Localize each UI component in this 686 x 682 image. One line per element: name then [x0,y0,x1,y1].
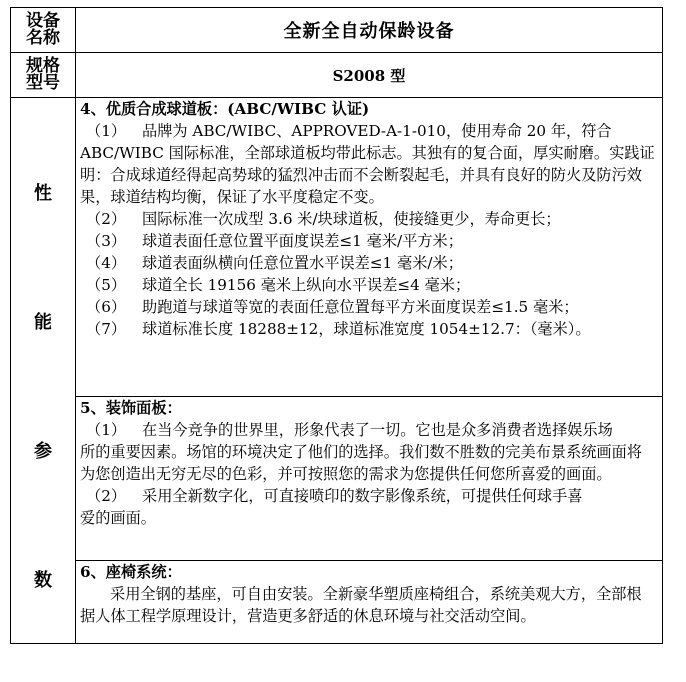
list-item: （5） 球道全长 19156 毫米上纵向水平误差≤4 毫米； [86,276,471,294]
list-item: （2） 采用全新数字化，可直接喷印的数字影像系统，可提供任何球手喜 [86,487,583,506]
side-char-1: 性 [34,183,52,205]
section-4-lane-boards [76,98,663,397]
list-item: （2） 国际标准一次成型 3.6 米/块球道板，使接缝更少，寿命更长； [86,210,561,228]
list-item: （6） 助跑道与球道等宽的表面任意位置每平方米面度误差≤1.5 毫米； [86,298,579,316]
spec-table [10,7,663,644]
list-item: （7） 球道标准长度 18288±12，球道标准宽度 1054±12.7：（毫米）。 [86,320,591,338]
side-char-3: 参 [34,440,52,462]
side-char-2: 能 [34,312,52,334]
section-6-seating [76,561,663,644]
list-item: （4） 球道表面纵横向任意位置水平误差≤1 毫米/米； [86,254,463,272]
paragraph: 爱的画面。 [80,509,156,528]
device-name-value: 全新全自动保龄设备 [76,8,663,53]
side-char-4: 数 [34,569,52,591]
section-5-decor-panels [76,397,663,561]
list-item: （3） 球道表面任意位置平面度误差≤1 毫米/平方米； [86,232,463,250]
paragraph: 所的重要因素。场馆的环境决定了他们的选择。我们数不胜数的完美布景系统画面将为您创造出无穷无尽的色彩，并可按照您的需求为您提供任何您所喜爱的画面。 [80,443,642,484]
section-5-heading: 5、装饰面板： [80,399,182,418]
device-name-label: 设备 名称 [11,8,76,53]
section-4-heading: 4、优质合成球道板：(ABC/WIBC 认证) [80,100,370,118]
performance-params-label [11,98,76,644]
model-value: S2008 型 [76,53,663,98]
paragraph: 采用全钢的基座，可自由安装。全新豪华塑质座椅组合，系统美观大方，全部根据人体工程学原理设计，营造更多舒适的休息环境与社交活动空间。 [80,585,642,626]
spec-document [10,7,663,644]
list-item: （1） 品牌为 ABC/WIBC、APPROVED-A-1-010，使用寿命 20 年，符合 [86,122,612,140]
model-label: 规格 型号 [11,53,76,98]
paragraph: ABC/WIBC 国际标准，全部球道板均带此标志。其独有的复合面，厚实耐磨。实践证明：合成球道经得起高势球的猛烈冲击而不会断裂起毛，并具有良好的防火及防污效果，球道结构均衡，保证了水平度稳定不变。 [80,144,655,206]
section-6-heading: 6、座椅系统： [80,563,182,582]
list-item: （1） 在当今竞争的世界里，形象代表了一切。它也是众多消费者选择娱乐场 [86,421,613,440]
